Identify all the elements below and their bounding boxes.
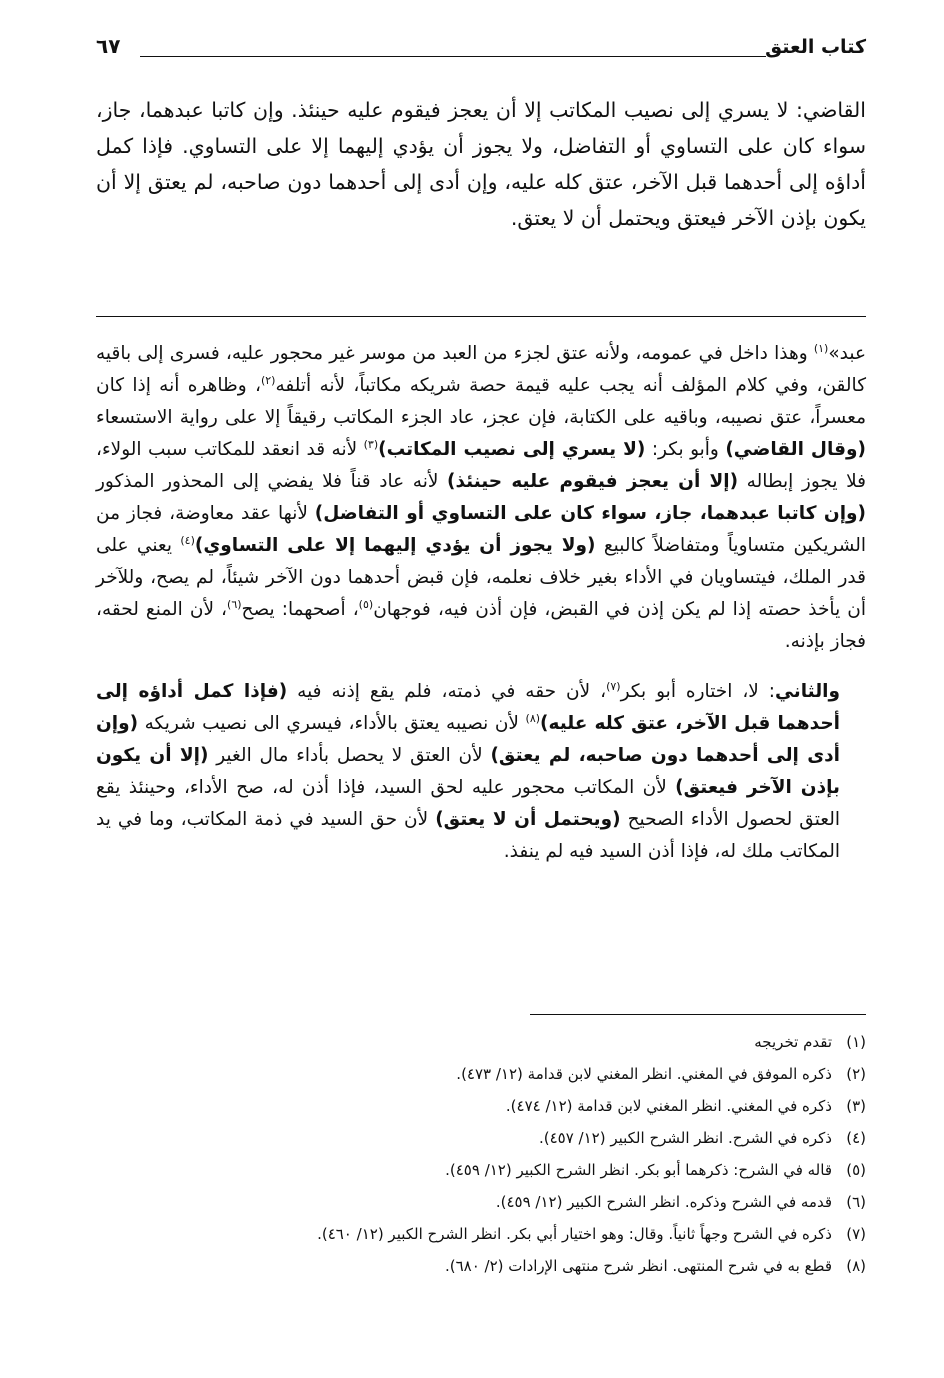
- sharh-text: ، لأن المنع لحقه، فجاز بإذنه.: [96, 599, 866, 652]
- page-number: ٦٧: [96, 34, 121, 58]
- footnote-ref: (٤): [180, 533, 195, 547]
- footnote-text: ذكره في الشرح وجهاً ثانياً. وقال: وهو اختيار أبي بكر. انظر الشرح الكبير (١٢/ ٤٦٠).: [317, 1225, 832, 1243]
- footnote-text: ذكره الموفق في المغني. انظر المغني لابن قدامة (١٢/ ٤٧٣).: [456, 1065, 832, 1083]
- footnote-ref: (٦): [227, 597, 242, 611]
- footnote-text: تقدم تخريجه: [754, 1033, 832, 1051]
- sharh-text: : لا، اختاره أبو بكر: [620, 681, 776, 702]
- quoted-matn: (لا يسري إلى نصيب المكاتب): [378, 439, 646, 460]
- footnote-text: قدمه في الشرح وذكره. انظر الشرح الكبير (١٢/ ٤٥٩).: [495, 1193, 832, 1211]
- quoted-matn: (وإن كاتبا عبدهما، جاز، سواء كان على التساوي أو التفاضل): [314, 503, 866, 524]
- footnote-ref: (٣): [363, 437, 379, 451]
- footnote-ref: (٢): [260, 373, 276, 387]
- footnote-ref: (٨): [525, 711, 541, 725]
- sharh-text: ، أصحهما: يصح: [241, 599, 359, 620]
- footnote-ref: (٥): [358, 597, 374, 611]
- sharh-text: لأنه قد انعقد للمكاتب سبب الولاء، فلا يجوز إبطاله: [96, 439, 867, 492]
- footnote-number: (١): [846, 1033, 866, 1051]
- quoted-matn: (وإن أدى إلى أحدهما دون صاحبه، لم يعتق): [96, 713, 840, 766]
- sharh-commentary: [96, 338, 866, 868]
- book-page: [96, 30, 866, 1360]
- footnote-number: (٥): [846, 1161, 866, 1179]
- footnotes: [96, 1026, 866, 1282]
- quoted-matn: والثاني: [775, 681, 840, 702]
- sharh-text: يعني على قدر الملك، فيتساويان في الأداء بغير خلاف نعلمه، فإن قبض أحدهما دون الآخر شيئاً، لم يصح، وللآخر أن يأخذ حصته إذا لم يكن إذن في القبض، فإن أذن فيه، فوجهان: [96, 535, 867, 620]
- footnote-number: (٨): [846, 1257, 866, 1275]
- footnote-item: [96, 1058, 866, 1090]
- footnote-item: [96, 1090, 866, 1122]
- sharh-text: وهذا داخل في عمومه، ولأنه عتق لجزء من العبد من موسر غير محجور عليه، فسرى إلى باقيه كالقن، وفي كلام المؤلف أنه يجب عليه قيمة حصة شريكه مكاتباً، لأنه أتلفه: [96, 343, 866, 396]
- sharh-text: لأنها عقد معاوضة، فجاز من الشريكين متساوياً ومتفاضلاً كالبيع: [96, 503, 866, 556]
- footnote-number: (٢): [846, 1065, 866, 1083]
- sharh-text: وأبو بكر:: [645, 439, 726, 460]
- sharh-text: لأن نصيبه يعتق بالأداء، فيسري الى نصيب شريكه: [138, 713, 526, 734]
- matn-divider: [96, 316, 866, 317]
- quoted-matn: (ولا يجوز أن يؤدي إليهما إلا على التساوي): [194, 535, 596, 556]
- footnote-item: [96, 1186, 866, 1218]
- sharh-text: لأن حق السيد في ذمة المكاتب، وما في يد المكاتب ملك له، فإذا أذن السيد فيه لم ينفذ.: [96, 809, 840, 862]
- sharh-text: ، لأن حقه في ذمته، فلم يقع إذنه فيه: [287, 681, 607, 702]
- sharh-text: ، وظاهره أنه إذا كان معسراً، عتق نصيبه، وباقيه على الكتابة، فإن عجز، عاد الجزء المكاتب رقيقاً إلا على رواية الاستسعاء: [96, 375, 866, 428]
- footnote-number: (٦): [846, 1193, 866, 1211]
- matn-text: القاضي: لا يسري إلى نصيب المكاتب إلا أن يعجز فيقوم عليه حينئذ. وإن كاتبا عبدهما، جاز، سواء كان على التساوي أو التفاضل، ولا يجوز أن يؤدي إليهما إلا على التساوي. فإذا كمل أداؤه إلى أحدهما قبل الآخر، عتق كله عليه، وإن أدى إلى أحدهما دون صاحبه، لم يعتق إلا أن يكون بإذن الآخر فيعتق ويحتمل أن لا يعتق.: [96, 98, 866, 230]
- footnote-text: قاله في الشرح: ذكرهما أبو بكر. انظر الشرح الكبير (١٢/ ٤٥٩).: [445, 1161, 832, 1179]
- quoted-matn: (إلا أن يعجز فيقوم عليه حينئذ): [447, 471, 739, 492]
- header-rule: [140, 56, 766, 57]
- quoted-matn: (وقال القاضي): [725, 439, 866, 460]
- footnote-item: [96, 1218, 866, 1250]
- footnote-number: (٣): [846, 1097, 866, 1115]
- footnote-ref: (٧): [606, 679, 621, 693]
- running-head-title: كتاب العتق: [765, 36, 866, 58]
- quoted-matn: (فإذا كمل أداؤه إلى أحدهما قبل الآخر، عتق كله عليه): [96, 681, 840, 734]
- page-header: [96, 30, 866, 66]
- sharh-text: عبد»: [828, 343, 866, 364]
- footnote-text: ذكره في الشرح. انظر الشرح الكبير (١٢/ ٤٥٧).: [538, 1129, 832, 1147]
- footnote-item: [96, 1250, 866, 1282]
- footnote-text: قطع به في شرح المنتهى. انظر شرح منتهى الإرادات (٢/ ٦٨٠).: [444, 1257, 832, 1275]
- sharh-text: لأن العتق لا يحصل بأداء مال الغير: [208, 745, 491, 766]
- footnote-number: (٤): [846, 1129, 866, 1147]
- quoted-matn: (ويحتمل أن لا يعتق): [435, 809, 621, 830]
- sharh-paragraph-2: [96, 676, 866, 868]
- footnote-number: (٧): [846, 1225, 866, 1243]
- sharh-paragraph-1: [96, 338, 866, 658]
- footnote-divider: [530, 1014, 866, 1015]
- footnote-item: [96, 1154, 866, 1186]
- footnote-text: ذكره في المغني. انظر المغني لابن قدامة (١٢/ ٤٧٤).: [505, 1097, 832, 1115]
- sharh-text: لأنه عاد قناً فلا يفضي إلى المحذور المذكور: [96, 471, 448, 492]
- footnote-item: [96, 1122, 866, 1154]
- footnote-ref: (١): [813, 341, 829, 355]
- footnote-item: [96, 1026, 866, 1058]
- quoted-matn: (إلا أن يكون بإذن الآخر فيعتق): [96, 745, 840, 798]
- sharh-text: لأن المكاتب محجور عليه لحق السيد، فإذا أذن له، صح الأداء، وحينئذ يقع العتق لحصول الأداء الصحيح: [96, 777, 840, 830]
